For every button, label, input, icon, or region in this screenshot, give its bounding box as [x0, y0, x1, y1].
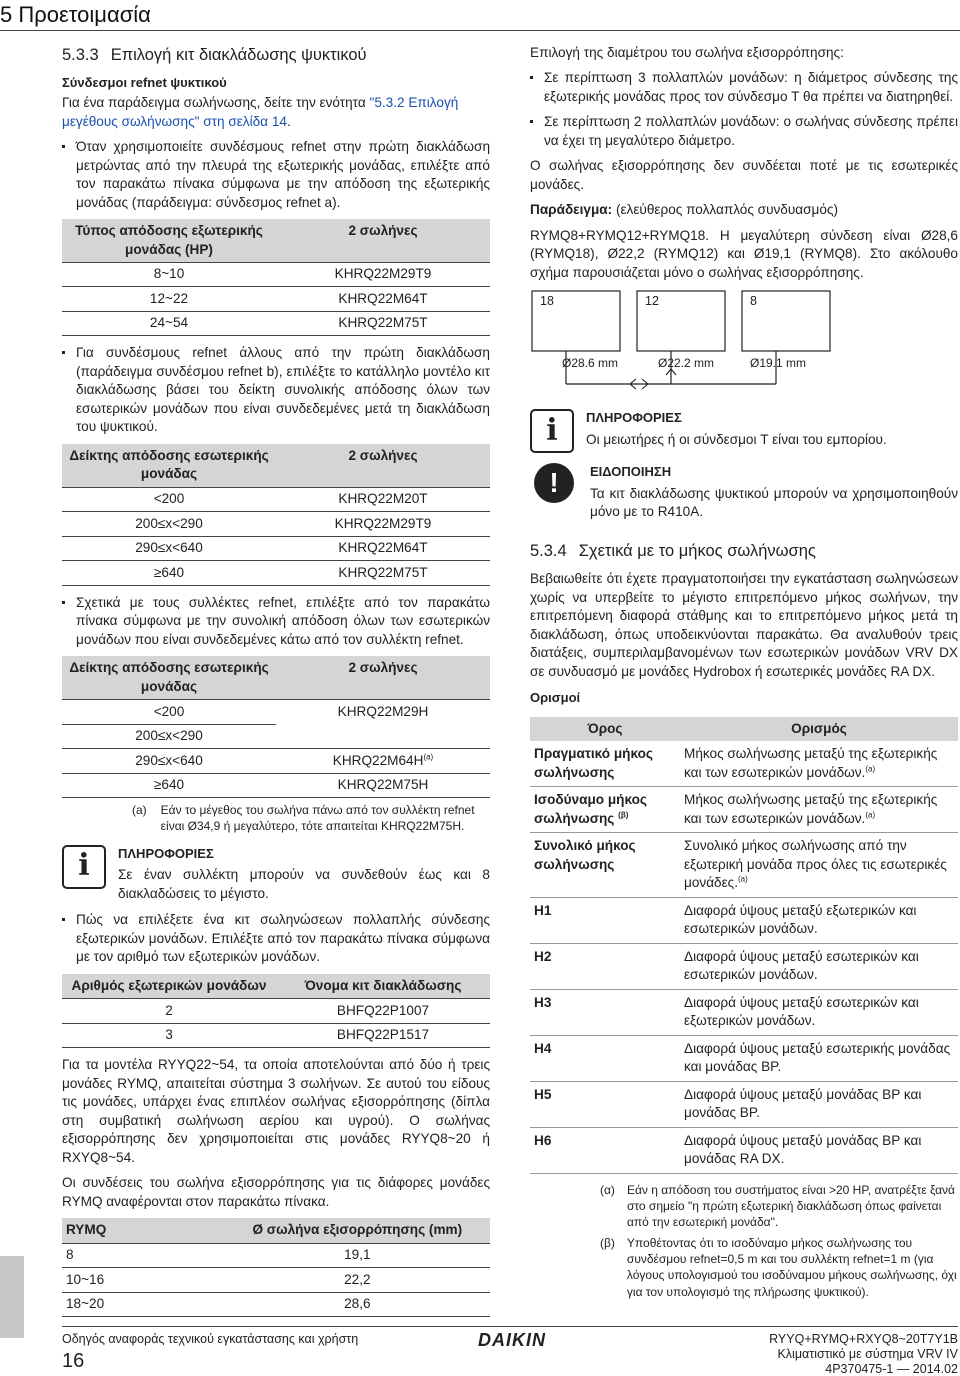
table-cell: KHRQ22M20T [276, 487, 490, 511]
table-row [62, 1268, 490, 1292]
footnote-text: Εάν η απόδοση του συστήματος είναι >20 HP, ανατρέξτε ξανά στο σημείο "η πρώτη εξωτερική διακλάδωση όπως φαίνεται από την εσωτερική μονάδα". [626, 1182, 955, 1230]
term-cell: H2 [530, 943, 680, 989]
paragraph-3pipe: Για τα μοντέλα RYYQ22~54, τα οποία αποτελούνται από δύο ή τρεις μονάδες RYMQ, απαιτείται σύστημα 3 σωλήνων. Σε αυτού του είδους τις μονάδες, υπάρχει ένας επιπλέον σωλήνας εξισορρόπησης (δίπλα στη συμβατική σωλήνωση αερίου και υγρού). Ο σωλήνας εξισορρόπησης δεν χρησιμοποιείται στις μονάδες RYYQ8~20 ή RXYQ8~54. [62, 1057, 490, 1165]
table-cell: KHRQ22M29T9 [276, 512, 490, 536]
table-row [62, 1243, 490, 1267]
intro-text: Για ένα παράδειγμα σωλήνωσης, δείτε την ενότητα [62, 95, 370, 111]
footnote-ref: (a) [423, 752, 434, 762]
bullet-other-branch: Για συνδέσμους refnet άλλους από την πρώτη διακλάδωση (παράδειγμα συνδέσμου refnet b), επιλέξτε το κατάλληλο μοντέλο κιτ διακλάδωσης βάσει του δείκτη συνολικής απόδοσης όλων των εσωτερικών μονάδων που είναι συνδεδεμένες μετά τη διακλάδωση του ψυκτικού. [62, 344, 490, 436]
col-header: Τύπος απόδοσης εξωτερικής μονάδας (HP) [62, 219, 276, 262]
info-text: Οι μειωτήρες ή οι σύνδεσμοι T είναι του εμπορίου. [586, 432, 887, 447]
table-cell: 28,6 [225, 1292, 490, 1316]
side-tab-marker [0, 1256, 24, 1338]
bullet-2-units: Σε περίπτωση 2 πολλαπλών μονάδων: ο σωλήνας σύνδεσης πρέπει να έχει τη μεγαλύτερο διάμετρο. [530, 113, 958, 150]
info-icon: i [530, 409, 574, 453]
paragraph-diameter: Επιλογή της διαμέτρου του σωλήνα εξισορρόπησης: [530, 45, 844, 60]
col-header: Όρος [530, 717, 680, 741]
def-cell: Διαφορά ύψους μεταξύ μονάδας BP και μονάδας RA DX. [680, 1127, 958, 1173]
footnote-text: Υποθέτοντας ότι το ισοδύναμο μήκος σωλήνωσης του συνδέσμου refnet=0,5 m και του συλλέκτη refnet=1 m (για λόγους υπολογισμού του ισοδύναμου μήκους σωλήνωσης, όχι για τον υπολογισμό της πλήρωσης ψυκτικού). [626, 1235, 957, 1299]
section-number: 5.3.4 [530, 541, 567, 560]
term-cell: H3 [530, 989, 680, 1035]
table-cell: 8 [62, 1243, 225, 1267]
table-cell: 290≤x<640 [62, 536, 276, 560]
paragraph-piping-length: Βεβαιωθείτε ότι έχετε πραγματοποιήσει την εγκατάσταση σωληνώσεων χωρίς να υπερβείτε το μέγιστο επιτρεπόμενο μήκος σωλήνων, την επιτρεπόμενη διαφορά στάθμης και το επιτρεπόμενο μήκος μετά τη διακλάδωση, όπως υποδεικνύονται παρακάτω. Θα αναλυθούν τρεις διατάξεις, συμπεριλαμβανομένων των εσωτερικών μονάδων VRV DX σε συνδυασμό με μονάδες Hydrobox ή εσωτερικές μονάδες RA DX. [530, 571, 958, 679]
table-row [530, 897, 958, 943]
info-title: ΠΛΗΡΟΦΟΡΙΕΣ [118, 845, 214, 861]
table-row [62, 773, 490, 797]
unit-label-12: 12 [645, 294, 659, 309]
table-row [62, 536, 490, 560]
footer-doc-id: 4P370475-1 — 2014.02 [825, 1362, 958, 1376]
table-row [530, 1081, 958, 1127]
table-cell [276, 700, 490, 749]
def-cell [680, 787, 958, 833]
table-cell: 18~20 [62, 1292, 225, 1316]
col-header: RYMQ [62, 1218, 225, 1243]
footer-rule [62, 1326, 958, 1327]
info-note [530, 409, 958, 453]
section-link[interactable]: "5.3.2 Επιλογή μεγέθους σωλήνωσης" στη σελίδα 14 [62, 95, 459, 129]
info-icon: i [62, 845, 106, 889]
section-title: Επιλογή κιτ διακλάδωσης ψυκτικού [110, 46, 367, 64]
term: Συνολικό μήκος σωλήνωσης [534, 838, 636, 872]
def-cell: Διαφορά ύψους μεταξύ εσωτερικής μονάδας και μονάδας BP. [680, 1035, 958, 1081]
table-row [530, 1127, 958, 1173]
term: Πραγματικό μήκος σωλήνωσης [534, 746, 653, 780]
section-number: 5.3.3 [62, 46, 99, 64]
chapter-title: 5 Προετοιμασία [0, 2, 151, 27]
table-row [62, 487, 490, 511]
unit-label-8: 8 [750, 294, 757, 309]
definition: Μήκος σωλήνωσης μεταξύ της εξωτερικής και των εσωτερικών μονάδων. [684, 746, 938, 780]
table-cell: 8~10 [62, 262, 276, 286]
example-line [530, 201, 958, 219]
term-cell [530, 741, 680, 786]
table-row [62, 262, 490, 286]
table-row [62, 749, 490, 773]
bullet-3-units: Σε περίπτωση 3 πολλαπλών μονάδων: η διάμετρος σύνδεσης της εξωτερικής μονάδας προς τον σύνδεσμο Τ θα πρέπει να διατηρηθεί. [530, 69, 958, 106]
table-row [530, 833, 958, 897]
footer-guide-title: Οδηγός αναφοράς τεχνικού εγκατάστασης και χρήστη [62, 1332, 359, 1346]
equalizing-diagram [530, 289, 890, 399]
table-row [530, 741, 958, 786]
col-header: 2 σωλήνες [276, 444, 490, 487]
term: Ισοδύναμο μήκος σωλήνωσης [534, 792, 647, 826]
col-header: Αριθμός εξωτερικών μονάδων [62, 974, 276, 999]
section-heading [62, 44, 490, 66]
table-cell: 3 [62, 1023, 276, 1047]
footnote-ref: (a) [738, 874, 748, 884]
example-label: Παράδειγμα: [530, 202, 613, 218]
table-cell: KHRQ22M75T [276, 311, 490, 335]
table-cell: 12~22 [62, 287, 276, 311]
term-cell: H5 [530, 1081, 680, 1127]
table-row [62, 287, 490, 311]
table-cell: 290≤x<640 [62, 749, 276, 773]
definitions-table [530, 717, 958, 1174]
table-row [62, 311, 490, 335]
table-row [62, 1023, 490, 1047]
def-cell: Διαφορά ύψους μεταξύ εσωτερικών και εξωτερικών μονάδων. [680, 989, 958, 1035]
col-header: Ορισμός [680, 717, 958, 741]
def-cell [680, 741, 958, 786]
table-row [530, 943, 958, 989]
table-row [62, 999, 490, 1023]
def-cell: Διαφορά ύψους μεταξύ εξωτερικών και εσωτερικών μονάδων. [680, 897, 958, 943]
col-header: Ø σωλήνα εξισορρόπησης (mm) [225, 1218, 490, 1243]
info-note [62, 845, 490, 904]
term-cell: H6 [530, 1127, 680, 1173]
equalizing-table [62, 1218, 490, 1317]
footnote-mark: (β) [600, 1235, 615, 1250]
diagram-svg [530, 289, 890, 399]
footnote [62, 802, 490, 835]
daikin-logo: DAIKIN [478, 1330, 546, 1350]
table-row [530, 989, 958, 1035]
diameter-label-3: Ø19.1 mm [750, 356, 807, 371]
paragraph-equalizing: Οι συνδέσεις του σωλήνα εξισορρόπησης για τις διάφορες μονάδες RYMQ αναφέρονται στον παρακάτω πίνακα. [62, 1175, 490, 1209]
table-cell: KHRQ22M64T [276, 536, 490, 560]
footnote-mark: (α) [600, 1182, 615, 1197]
term-cell [530, 787, 680, 833]
paragraph-never-indoor: Ο σωλήνας εξισορρόπησης δεν συνδέεται ποτέ με τις εσωτερικές μονάδες. [530, 158, 958, 192]
table-row [62, 1292, 490, 1316]
bullet-header: Σχετικά με τους συλλέκτες refnet, επιλέξτε από τον παρακάτω πίνακα σύμφωνα με την συνολική απόδοση όλων των εσωτερικών μονάδων που είναι συνδεδεμένες κάτω από τον συλλέκτη refnet. [62, 594, 490, 649]
notice-note [530, 463, 958, 522]
table-cell: KHRQ22M75H [276, 773, 490, 797]
term-cell: H1 [530, 897, 680, 943]
paragraph-example: RYMQ8+RYMQ12+RYMQ18. Η μεγαλύτερη σύνδεση είναι Ø28,6 (RYMQ18), Ø22,2 (RYMQ12) και Ø19,1 (RYMQ8). Στο ακόλουθο σχήμα παρουσιάζεται μόνο ο σωλήνας εξισορρόπησης. [530, 227, 958, 280]
section-title: Σχετικά με το μήκος σωλήνωσης [578, 541, 816, 560]
bullet-first-branch: Όταν χρησιμοποιείτε συνδέσμους refnet στην πρώτη διακλάδωση μετρώντας από την πλευρά της εξωτερικής μονάδας, επιλέξτε από τον παρακάτω πίνακα σύμφωνα με την απόδοση της εξωτερικής μονάδας (παράδειγμα: σύνδεσμος refnet a). [62, 138, 490, 212]
right-column [530, 44, 958, 1304]
notice-title: ΕΙΔΟΠΟΙΗΣΗ [590, 464, 672, 480]
table-cell: 200≤x<290 [62, 512, 276, 536]
footnote-text: Εάν το μέγεθος του σωλήνα πάνω από τον συλλέκτη refnet είναι Ø34,9 ή μεγαλύτερο, τότε απαιτείται KHRQ22M75H. [160, 803, 475, 834]
page-number: 16 [62, 1350, 85, 1372]
header-table [62, 656, 490, 798]
footnote [530, 1182, 958, 1231]
footnote [530, 1235, 958, 1300]
table-cell [276, 749, 490, 773]
info-text: Σε έναν συλλέκτη μπορούν να συνδεθούν έως και 8 διακλαδώσεις το μέγιστο. [118, 867, 490, 901]
table-cell: 24~54 [62, 311, 276, 335]
bullet-multi-outdoor: Πώς να επιλέξετε ένα κιτ σωληνώσεων πολλαπλής σύνδεσης εξωτερικών μονάδων. Επιλέξτε από τον παρακάτω πίνακα σύμφωνα με τον αριθμό των εξωτερικών μονάδων. [62, 911, 490, 966]
table-cell: 200≤x<290 [62, 724, 276, 748]
outdoor-capacity-table [62, 219, 490, 336]
table-row [62, 512, 490, 536]
col-header: Δείκτης απόδοσης εσωτερικής μονάδας [62, 656, 276, 699]
table-cell: BHFQ22P1517 [276, 1023, 490, 1047]
diameter-label-1: Ø28.6 mm [562, 356, 619, 371]
intro-end: . [286, 113, 291, 129]
table-cell: 10~16 [62, 1268, 225, 1292]
definition: Μήκος σωλήνωσης μεταξύ της εξωτερικής και των εσωτερικών μονάδων. [684, 792, 938, 826]
def-cell [680, 833, 958, 897]
info-title: ΠΛΗΡΟΦΟΡΙΕΣ [586, 410, 682, 426]
definition: Συνολικό μήκος σωλήνωσης από την εξωτερική μονάδα προς όλες τις εσωτερικές μονάδες. [684, 838, 947, 891]
footnote-ref: (β) [618, 810, 629, 820]
def-cell: Διαφορά ύψους μεταξύ μονάδας BP και μονάδας BP. [680, 1081, 958, 1127]
definitions-heading: Ορισμοί [530, 690, 581, 706]
col-header: Δείκτης απόδοσης εσωτερικής μονάδας [62, 444, 276, 487]
table-cell: ≥640 [62, 773, 276, 797]
footnote-mark: (a) [132, 803, 147, 818]
indoor-index-table [62, 444, 490, 586]
footnote-ref: (a) [865, 810, 876, 820]
term-cell: H4 [530, 1035, 680, 1081]
table-cell: <200 [62, 487, 276, 511]
col-header: 2 σωλήνες [276, 656, 490, 699]
table-cell: KHRQ22M29T9 [276, 262, 490, 286]
def-cell: Διαφορά ύψους μεταξύ εσωτερικών και εσωτερικών μονάδων. [680, 943, 958, 989]
section-heading [530, 540, 958, 562]
table-cell: 19,1 [225, 1243, 490, 1267]
table-cell: KHRQ22M64T [276, 287, 490, 311]
multi-outdoor-table [62, 974, 490, 1048]
left-column [62, 44, 490, 1325]
table-cell: <200 [62, 700, 276, 724]
table-row [530, 787, 958, 833]
table-cell: KHRQ22M75T [276, 561, 490, 585]
table-cell: ≥640 [62, 561, 276, 585]
col-header: 2 σωλήνες [276, 219, 490, 262]
example-text: (ελεύθερος πολλαπλός συνδυασμός) [612, 202, 839, 218]
footnote-ref: (a) [865, 764, 876, 774]
table-row [530, 1035, 958, 1081]
subheading: Σύνδεσμοι refnet ψυκτικού [62, 75, 227, 91]
cell-text: KHRQ22M64H [332, 752, 424, 768]
cell-text: KHRQ22M29H [337, 703, 429, 719]
table-cell: BHFQ22P1007 [276, 999, 490, 1023]
col-header: Όνομα κιτ διακλάδωσης [276, 974, 490, 999]
intro-paragraph [62, 94, 490, 131]
footer-product: Κλιματιστικό με σύστημα VRV IV [777, 1347, 958, 1361]
table-cell: 22,2 [225, 1268, 490, 1292]
footer-model: RYYQ+RYMQ+RXYQ8~20T7Y1B [769, 1332, 958, 1346]
diameter-label-2: Ø22.2 mm [658, 356, 715, 371]
table-row [62, 561, 490, 585]
table-cell: 2 [62, 999, 276, 1023]
term-cell [530, 833, 680, 897]
exclamation-icon: ! [534, 463, 574, 503]
unit-label-18: 18 [540, 294, 554, 309]
notice-text: Τα κιτ διακλάδωσης ψυκτικού μπορούν να χρησιμοποιηθούν μόνο με το R410A. [590, 486, 958, 520]
header-rule [0, 30, 960, 31]
table-row [62, 700, 490, 724]
